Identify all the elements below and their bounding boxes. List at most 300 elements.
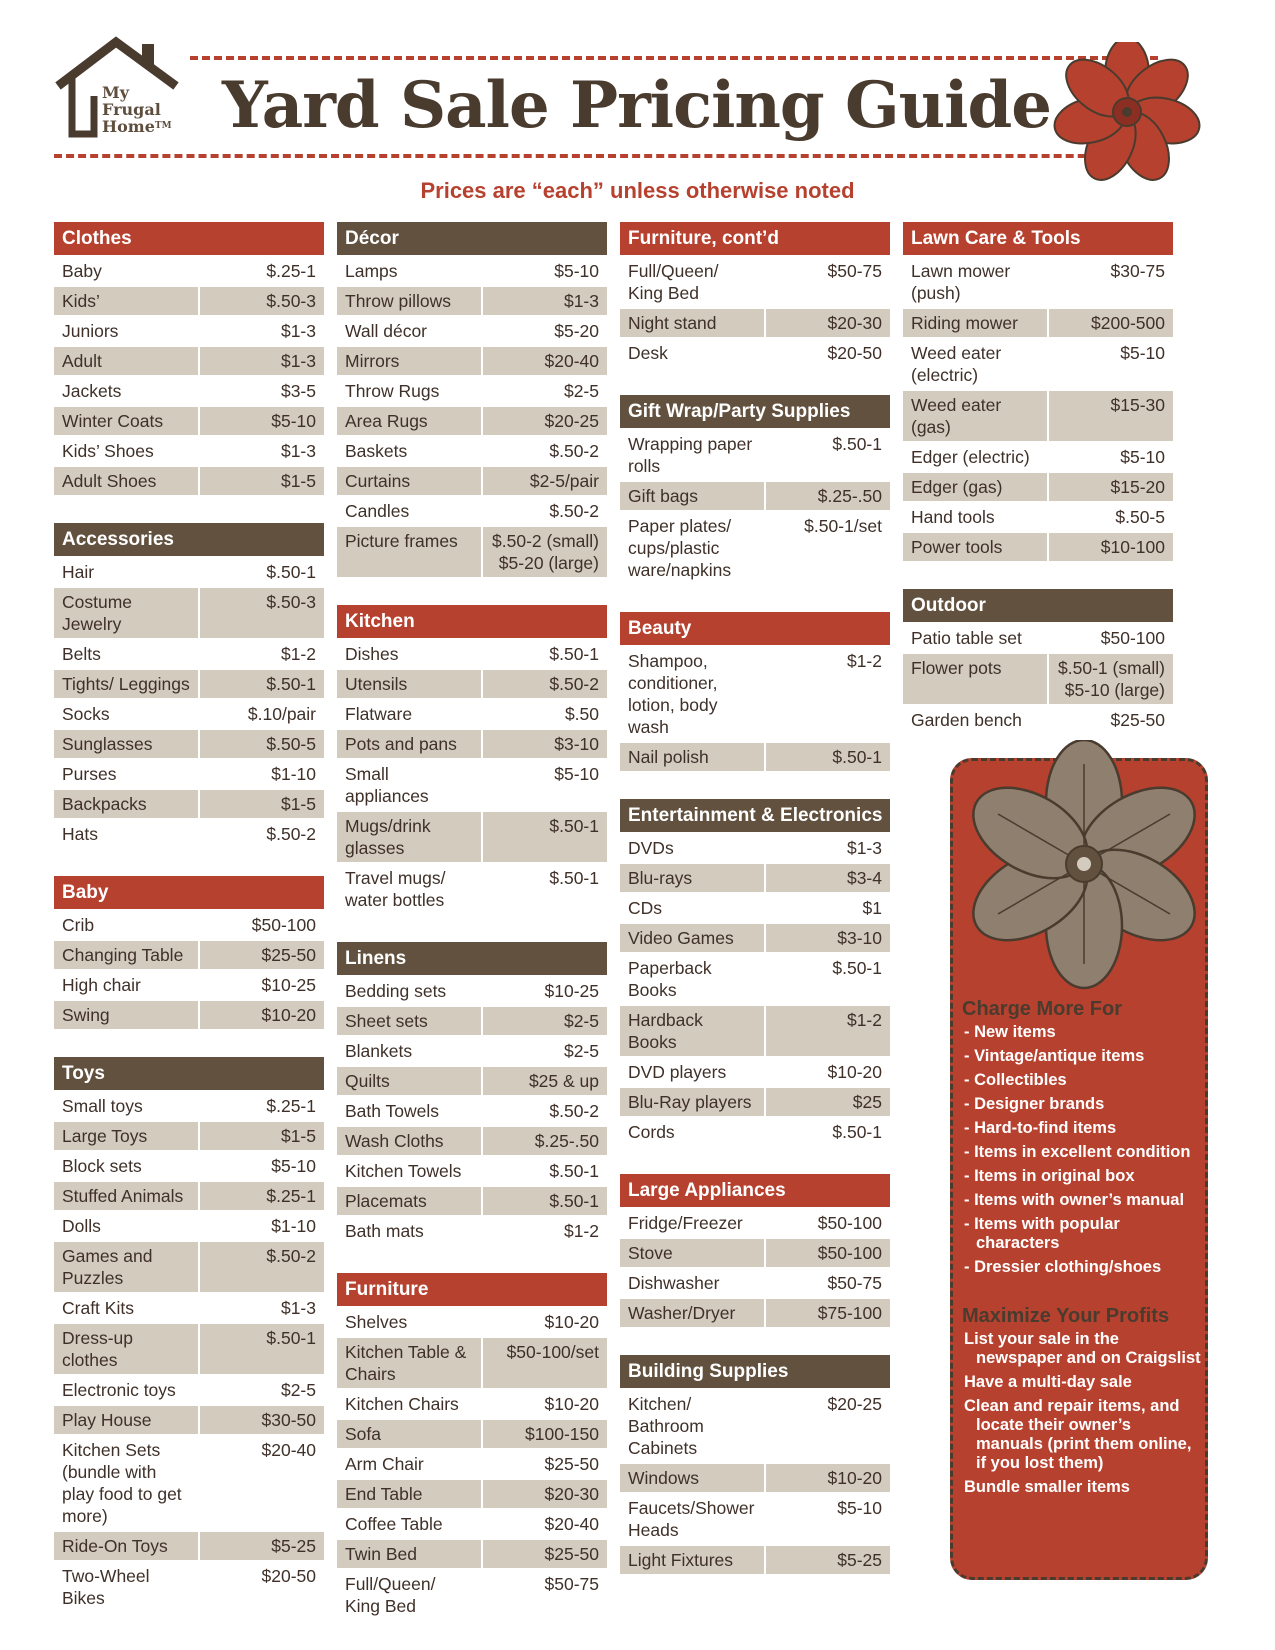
item-price: $.50-1 bbox=[200, 1324, 324, 1374]
item-name: Pots and pans bbox=[337, 730, 481, 758]
price-row bbox=[620, 339, 890, 367]
logo bbox=[54, 34, 184, 146]
item-name: Lawn mower (push) bbox=[911, 261, 1011, 303]
item-name: Sunglasses bbox=[54, 730, 198, 758]
item-price: $1 bbox=[862, 898, 882, 918]
item-name: Socks bbox=[62, 704, 110, 724]
item-name: Candles bbox=[345, 501, 410, 521]
price-row bbox=[903, 473, 1173, 501]
price-row bbox=[337, 1308, 607, 1336]
item-name: Backpacks bbox=[54, 790, 198, 818]
item-price: $20-25 bbox=[483, 407, 607, 435]
tip-item: Clean and repair items, and locate their owner’s manuals (print them online, if you lost them) bbox=[964, 1397, 1192, 1472]
price-row bbox=[54, 730, 324, 758]
price-row bbox=[337, 1338, 607, 1388]
price-section bbox=[54, 222, 324, 495]
tip-item: - Items in original box bbox=[964, 1167, 1135, 1185]
item-price: $.25-.50 bbox=[766, 482, 890, 510]
item-name: Dishwasher bbox=[628, 1273, 720, 1293]
price-row bbox=[620, 512, 890, 584]
item-price: $5-20 bbox=[554, 321, 599, 341]
price-row bbox=[337, 1187, 607, 1215]
item-price: $3-10 bbox=[766, 924, 890, 952]
price-section bbox=[903, 589, 1173, 734]
item-name: Blu-rays bbox=[620, 864, 764, 892]
item-price: $20-40 bbox=[483, 347, 607, 375]
item-name: Play House bbox=[54, 1406, 198, 1434]
item-name: Blu-Ray players bbox=[620, 1088, 764, 1116]
item-price: $50-75 bbox=[827, 1273, 882, 1293]
column-1 bbox=[54, 222, 324, 1640]
item-price: $10-25 bbox=[544, 981, 599, 1001]
item-name: Hats bbox=[62, 824, 98, 844]
item-price: $2-5/pair bbox=[483, 467, 607, 495]
item-name: Kids’ Shoes bbox=[62, 441, 154, 461]
price-row bbox=[903, 257, 1173, 307]
item-price: $1-3 bbox=[280, 321, 316, 341]
price-row bbox=[337, 700, 607, 728]
item-price: $.50-1 bbox=[483, 1187, 607, 1215]
price-row bbox=[620, 1269, 890, 1297]
item-price: $20-50 bbox=[261, 1566, 316, 1586]
tips-content bbox=[962, 998, 1202, 1502]
price-row bbox=[337, 1450, 607, 1478]
item-price: $50-75 bbox=[544, 1574, 599, 1594]
item-price: $.50 bbox=[564, 704, 599, 724]
item-price: $.50-1 bbox=[832, 434, 882, 454]
price-section bbox=[337, 222, 607, 577]
header-bottom-rule bbox=[54, 154, 1158, 158]
item-price: $1-3 bbox=[846, 838, 882, 858]
price-row bbox=[903, 533, 1173, 561]
price-section bbox=[903, 222, 1173, 561]
item-name: Shampoo, conditioner, lotion, body wash bbox=[628, 651, 718, 737]
price-row bbox=[620, 1006, 890, 1056]
price-row bbox=[620, 864, 890, 892]
price-row bbox=[54, 257, 324, 285]
item-name: Changing Table bbox=[54, 941, 198, 969]
item-price: $1-5 bbox=[200, 467, 324, 495]
price-row bbox=[54, 640, 324, 668]
item-price: $1-3 bbox=[200, 347, 324, 375]
item-name: Mirrors bbox=[337, 347, 481, 375]
item-price: $20-40 bbox=[544, 1514, 599, 1534]
price-row bbox=[620, 834, 890, 862]
price-row bbox=[337, 670, 607, 698]
price-row bbox=[337, 377, 607, 405]
item-name: Large Toys bbox=[54, 1122, 198, 1150]
item-price: $.50-1 (small) $5-10 (large) bbox=[1049, 654, 1173, 704]
item-name: Kids’ bbox=[54, 287, 198, 315]
price-row bbox=[620, 309, 890, 337]
item-name: Sofa bbox=[337, 1420, 481, 1448]
item-price: $.50-2 bbox=[549, 1101, 599, 1121]
price-row bbox=[54, 1242, 324, 1292]
item-price: $.25-1 bbox=[266, 261, 316, 281]
page-title: Yard Sale Pricing Guide bbox=[222, 68, 1051, 143]
item-price: $1-2 bbox=[766, 1006, 890, 1056]
maximize-profits-heading: Maximize Your Profits bbox=[962, 1305, 1170, 1327]
item-name: Placemats bbox=[337, 1187, 481, 1215]
item-name: Gift bags bbox=[620, 482, 764, 510]
item-name: Belts bbox=[62, 644, 101, 664]
tip-item: List your sale in the newspaper and on Craigslist bbox=[964, 1330, 1201, 1367]
item-price: $3-10 bbox=[483, 730, 607, 758]
item-price: $15-20 bbox=[1049, 473, 1173, 501]
item-price: $.50-2 bbox=[483, 670, 607, 698]
price-row bbox=[54, 1294, 324, 1322]
price-row bbox=[337, 527, 607, 577]
subtitle: Prices are “each” unless otherwise noted bbox=[420, 178, 855, 203]
tip-item: - Items with popular characters bbox=[964, 1215, 1120, 1252]
price-row bbox=[620, 894, 890, 922]
price-row bbox=[54, 1562, 324, 1612]
item-price: $10-20 bbox=[544, 1312, 599, 1332]
item-name: Hardback Books bbox=[620, 1006, 764, 1056]
item-name: Ride-On Toys bbox=[54, 1532, 198, 1560]
item-name: Faucets/Shower Heads bbox=[628, 1498, 755, 1540]
item-name: Washer/Dryer bbox=[620, 1299, 764, 1327]
price-row bbox=[337, 347, 607, 375]
price-row bbox=[903, 309, 1173, 337]
price-row bbox=[337, 1390, 607, 1418]
price-row bbox=[337, 760, 607, 810]
item-price: $50-75 bbox=[827, 261, 882, 281]
item-price: $25-50 bbox=[1110, 710, 1165, 730]
price-row bbox=[337, 640, 607, 668]
item-price: $3-5 bbox=[280, 381, 316, 401]
item-name: DVDs bbox=[628, 838, 674, 858]
item-name: Shelves bbox=[345, 1312, 408, 1332]
item-name: End Table bbox=[337, 1480, 481, 1508]
item-price: $10-20 bbox=[827, 1062, 882, 1082]
price-row bbox=[337, 1510, 607, 1538]
column-4 bbox=[903, 222, 1173, 762]
item-name: Winter Coats bbox=[54, 407, 198, 435]
item-name: Power tools bbox=[903, 533, 1047, 561]
item-price: $50-100 bbox=[817, 1213, 882, 1233]
price-row bbox=[337, 1007, 607, 1035]
price-row bbox=[337, 730, 607, 758]
item-name: Edger (gas) bbox=[903, 473, 1047, 501]
price-row bbox=[337, 1097, 607, 1125]
price-row bbox=[337, 1570, 607, 1620]
item-name: Games and Puzzles bbox=[54, 1242, 198, 1292]
price-section bbox=[620, 1174, 890, 1327]
price-section bbox=[337, 942, 607, 1245]
item-name: Picture frames bbox=[337, 527, 481, 577]
item-price: $10-25 bbox=[261, 975, 316, 995]
item-name: Patio table set bbox=[911, 628, 1022, 648]
item-price: $2-5 bbox=[563, 381, 599, 401]
item-price: $50-100 bbox=[251, 915, 316, 935]
item-price: $10-20 bbox=[766, 1464, 890, 1492]
item-name: Fridge/Freezer bbox=[628, 1213, 743, 1233]
price-row bbox=[337, 1157, 607, 1185]
price-row bbox=[337, 1217, 607, 1245]
price-row bbox=[54, 437, 324, 465]
price-row bbox=[620, 1239, 890, 1267]
item-name: Hair bbox=[62, 562, 95, 582]
logo-line-3 bbox=[102, 118, 172, 135]
item-price: $3-4 bbox=[766, 864, 890, 892]
item-name: Swing bbox=[54, 1001, 198, 1029]
item-name: Weed eater (gas) bbox=[903, 391, 1047, 441]
price-section bbox=[54, 523, 324, 848]
price-row bbox=[337, 977, 607, 1005]
maximize-profits-list bbox=[962, 1330, 1202, 1497]
item-price: $1-3 bbox=[280, 1298, 316, 1318]
tip-item: - Hard-to-find items bbox=[964, 1119, 1117, 1137]
item-price: $2-5 bbox=[563, 1041, 599, 1061]
tip-item: Bundle smaller items bbox=[964, 1478, 1130, 1496]
item-price: $10-20 bbox=[544, 1394, 599, 1414]
item-price: $50-100 bbox=[766, 1239, 890, 1267]
item-name: High chair bbox=[62, 975, 141, 995]
item-name: Baby bbox=[62, 261, 102, 281]
price-row bbox=[54, 347, 324, 375]
item-name: Bath mats bbox=[345, 1221, 424, 1241]
price-row bbox=[337, 437, 607, 465]
item-name: Tights/ Leggings bbox=[54, 670, 198, 698]
item-name: Sheet sets bbox=[337, 1007, 481, 1035]
item-name: Two-Wheel Bikes bbox=[62, 1566, 150, 1608]
tip-item: - Dressier clothing/shoes bbox=[964, 1258, 1162, 1276]
tip-item: - Collectibles bbox=[964, 1071, 1067, 1089]
tip-item: - Items in excellent condition bbox=[964, 1143, 1191, 1161]
price-row bbox=[903, 339, 1173, 389]
item-price: $5-25 bbox=[200, 1532, 324, 1560]
price-section bbox=[337, 605, 607, 914]
item-price: $.50-1 bbox=[483, 812, 607, 862]
item-name: Adult Shoes bbox=[54, 467, 198, 495]
price-row bbox=[54, 1324, 324, 1374]
price-row bbox=[54, 820, 324, 848]
section-title: Furniture, cont’d bbox=[620, 222, 890, 255]
price-row bbox=[54, 941, 324, 969]
item-price: $.25-.50 bbox=[483, 1127, 607, 1155]
price-section bbox=[337, 1273, 607, 1620]
item-price: $20-30 bbox=[766, 309, 890, 337]
item-price: $5-10 bbox=[554, 764, 599, 784]
price-row bbox=[54, 971, 324, 999]
price-row bbox=[337, 1127, 607, 1155]
item-price: $.50-2 bbox=[549, 441, 599, 461]
logo-line-3-text: Home bbox=[102, 117, 155, 136]
section-title: Furniture bbox=[337, 1273, 607, 1306]
price-row bbox=[337, 1067, 607, 1095]
price-row bbox=[620, 257, 890, 307]
tip-item: - Items with owner’s manual bbox=[964, 1191, 1185, 1209]
price-section bbox=[54, 1057, 324, 1612]
price-row bbox=[620, 1088, 890, 1116]
tip-item: - New items bbox=[964, 1023, 1056, 1041]
section-title: Large Appliances bbox=[620, 1174, 890, 1207]
section-title: Gift Wrap/Party Supplies bbox=[620, 395, 890, 428]
price-row bbox=[620, 1464, 890, 1492]
price-row bbox=[54, 1406, 324, 1434]
section-title: Entertainment & Electronics bbox=[620, 799, 890, 832]
item-name: Mugs/drink glasses bbox=[337, 812, 481, 862]
item-price: $2-5 bbox=[280, 1380, 316, 1400]
item-name: Juniors bbox=[62, 321, 119, 341]
price-row bbox=[54, 1182, 324, 1210]
price-row bbox=[337, 1480, 607, 1508]
price-row bbox=[337, 317, 607, 345]
price-row bbox=[54, 1532, 324, 1560]
price-row bbox=[54, 700, 324, 728]
price-row bbox=[54, 670, 324, 698]
item-price: $20-50 bbox=[827, 343, 882, 363]
item-name: Dolls bbox=[62, 1216, 101, 1236]
price-row bbox=[54, 1001, 324, 1029]
item-price: $.50-1 bbox=[766, 743, 890, 771]
item-price: $5-10 bbox=[837, 1498, 882, 1518]
item-price: $1-5 bbox=[200, 790, 324, 818]
item-price: $10-20 bbox=[200, 1001, 324, 1029]
price-section bbox=[620, 395, 890, 584]
item-name: Area Rugs bbox=[337, 407, 481, 435]
item-price: $25-50 bbox=[483, 1540, 607, 1568]
section-title: Linens bbox=[337, 942, 607, 975]
price-row bbox=[620, 1118, 890, 1146]
item-price: $5-10 bbox=[1120, 343, 1165, 363]
item-price: $50-100/set bbox=[483, 1338, 607, 1388]
item-price: $25-50 bbox=[544, 1454, 599, 1474]
item-price: $20-30 bbox=[483, 1480, 607, 1508]
price-row bbox=[620, 743, 890, 771]
item-price: $1-3 bbox=[280, 441, 316, 461]
item-price: $15-30 bbox=[1049, 391, 1173, 441]
column-3 bbox=[620, 222, 890, 1602]
item-name: Dress-up clothes bbox=[54, 1324, 198, 1374]
item-name: Hand tools bbox=[911, 507, 995, 527]
item-name: Edger (electric) bbox=[911, 447, 1030, 467]
item-price: $1-10 bbox=[271, 764, 316, 784]
price-row bbox=[620, 1390, 890, 1462]
trademark: TM bbox=[154, 121, 172, 131]
item-price: $1-2 bbox=[563, 1221, 599, 1241]
item-name: Cords bbox=[628, 1122, 675, 1142]
item-price: $30-50 bbox=[200, 1406, 324, 1434]
item-price: $.50-1 bbox=[549, 868, 599, 888]
item-price: $50-100 bbox=[1100, 628, 1165, 648]
item-name: Arm Chair bbox=[345, 1454, 424, 1474]
item-price: $.50-5 bbox=[200, 730, 324, 758]
price-row bbox=[54, 1376, 324, 1404]
price-row bbox=[620, 1209, 890, 1237]
item-price: $75-100 bbox=[766, 1299, 890, 1327]
item-name: Full/Queen/ King Bed bbox=[345, 1574, 436, 1616]
tip-item: - Vintage/antique items bbox=[964, 1047, 1145, 1065]
price-row bbox=[620, 1546, 890, 1574]
item-name: Wrapping paper rolls bbox=[628, 434, 753, 476]
item-name: Electronic toys bbox=[62, 1380, 176, 1400]
price-row bbox=[337, 1420, 607, 1448]
item-price: $1-2 bbox=[846, 651, 882, 671]
item-price: $10-100 bbox=[1049, 533, 1173, 561]
price-row bbox=[54, 588, 324, 638]
item-price: $.50-5 bbox=[1115, 507, 1165, 527]
item-price: $25 & up bbox=[483, 1067, 607, 1095]
item-price: $1-3 bbox=[483, 287, 607, 315]
item-name: Paperback Books bbox=[628, 958, 712, 1000]
price-row bbox=[903, 443, 1173, 471]
price-row bbox=[54, 317, 324, 345]
price-row bbox=[54, 760, 324, 788]
charge-more-heading: Charge More For bbox=[962, 998, 1123, 1020]
item-price: $25 bbox=[766, 1088, 890, 1116]
section-title: Lawn Care & Tools bbox=[903, 222, 1173, 255]
item-price: $1-10 bbox=[271, 1216, 316, 1236]
item-name: Kitchen Towels bbox=[345, 1161, 462, 1181]
item-price: $.50-3 bbox=[200, 588, 324, 638]
item-name: Quilts bbox=[337, 1067, 481, 1095]
item-name: Coffee Table bbox=[345, 1514, 443, 1534]
price-section bbox=[620, 1355, 890, 1574]
price-row bbox=[54, 407, 324, 435]
section-title: Outdoor bbox=[903, 589, 1173, 622]
item-name: Craft Kits bbox=[62, 1298, 134, 1318]
logo-text bbox=[102, 84, 172, 135]
tip-item: - Designer brands bbox=[964, 1095, 1105, 1113]
item-name: Stuffed Animals bbox=[54, 1182, 198, 1210]
item-name: Travel mugs/ water bottles bbox=[345, 868, 446, 910]
item-name: Nail polish bbox=[620, 743, 764, 771]
item-price: $.50-2 bbox=[549, 501, 599, 521]
logo-line-1: My bbox=[102, 83, 130, 102]
price-row bbox=[337, 1037, 607, 1065]
item-name: Garden bench bbox=[911, 710, 1022, 730]
item-price: $.50-2 (small) $5-20 (large) bbox=[483, 527, 607, 577]
price-row bbox=[54, 911, 324, 939]
price-row bbox=[620, 1299, 890, 1327]
price-row bbox=[54, 287, 324, 315]
item-name: Wash Cloths bbox=[337, 1127, 481, 1155]
item-name: Paper plates/ cups/plastic ware/napkins bbox=[628, 516, 732, 580]
item-name: Twin Bed bbox=[337, 1540, 481, 1568]
item-name: Jackets bbox=[62, 381, 122, 401]
item-name: Costume Jewelry bbox=[54, 588, 198, 638]
price-row bbox=[903, 624, 1173, 652]
item-name: Windows bbox=[620, 1464, 764, 1492]
item-name: Light Fixtures bbox=[620, 1546, 764, 1574]
item-name: Purses bbox=[62, 764, 117, 784]
price-row bbox=[337, 467, 607, 495]
item-price: $5-10 bbox=[554, 261, 599, 281]
flower-icon bbox=[948, 740, 1234, 992]
item-name: Utensils bbox=[337, 670, 481, 698]
item-name: Baskets bbox=[345, 441, 408, 461]
item-name: Crib bbox=[62, 915, 95, 935]
price-row bbox=[620, 482, 890, 510]
price-row bbox=[54, 1152, 324, 1180]
section-title: Clothes bbox=[54, 222, 324, 255]
item-name: Full/Queen/ King Bed bbox=[628, 261, 719, 303]
header-top-rule bbox=[190, 56, 1158, 60]
column-2 bbox=[337, 222, 607, 1648]
item-price: $.25-1 bbox=[200, 1182, 324, 1210]
section-title: Kitchen bbox=[337, 605, 607, 638]
item-name: Kitchen/ Bathroom Cabinets bbox=[628, 1394, 704, 1458]
price-section bbox=[620, 222, 890, 367]
price-row bbox=[337, 864, 607, 914]
flower-icon bbox=[1052, 42, 1202, 182]
price-row bbox=[337, 497, 607, 525]
item-price: $.50-1 bbox=[266, 562, 316, 582]
price-row bbox=[54, 558, 324, 586]
item-name: Small appliances bbox=[345, 764, 429, 806]
